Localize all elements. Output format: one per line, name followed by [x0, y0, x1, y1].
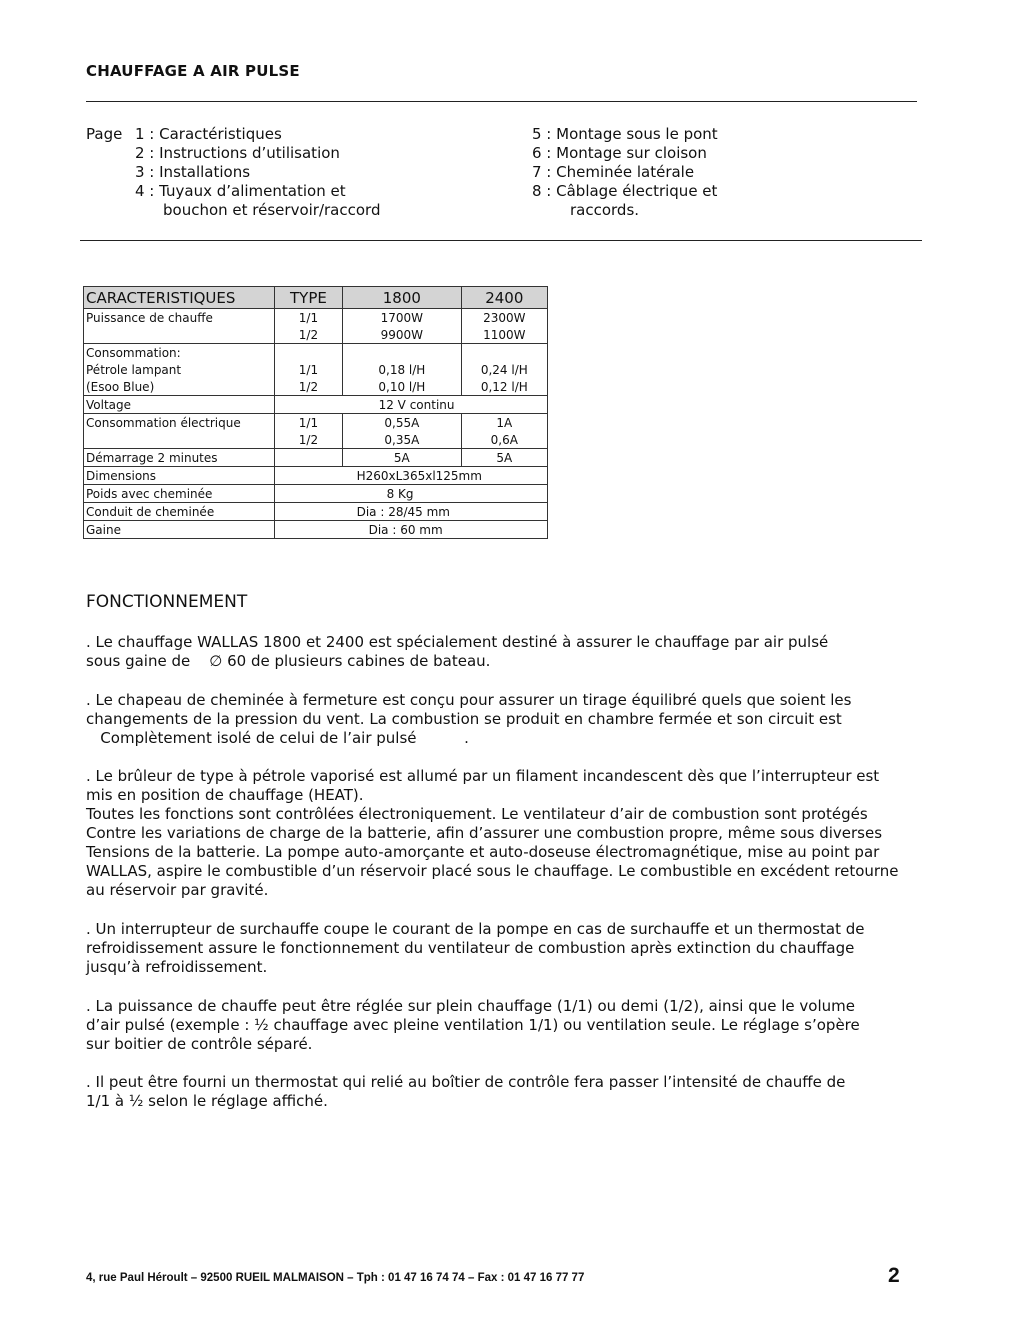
header-cell: TYPE: [274, 287, 342, 309]
paragraph-line: . Il peut être fourni un thermostat qui relié au boîtier de contrôle fera passer l’intensité de chauffe de: [86, 1073, 846, 1091]
type-cell: [274, 503, 342, 521]
value-2400-cell: 0,12 l/H: [461, 378, 547, 396]
toc-item: 7 : Cheminée latérale: [532, 163, 695, 181]
value-1800-cell: 1700W: [343, 309, 462, 327]
paragraph-line: Tensions de la batterie. La pompe auto-amorçante et auto-doseuse électromagnétique, mise au point par: [86, 843, 880, 861]
value-merged-cell: 12 V continu: [343, 396, 548, 414]
header-divider: [86, 101, 917, 102]
header-cell: CARACTERISTIQUES: [84, 287, 275, 309]
document-title: CHAUFFAGE A AIR PULSE: [86, 62, 300, 80]
paragraph-line: WALLAS, aspire le combustible d’un réservoir placé sous le chauffage. Le combustible en excédent retourne: [86, 862, 899, 880]
section-title: FONCTIONNEMENT: [86, 592, 248, 612]
toc-item: 4 : Tuyaux d’alimentation et: [135, 182, 346, 200]
table-row: [84, 485, 548, 503]
paragraph-line: au réservoir par gravité.: [86, 881, 269, 899]
value-1800-cell: 0,10 l/H: [343, 378, 462, 396]
table-row: [84, 378, 548, 396]
table-row: [84, 503, 548, 521]
label-cell: Consommation:: [84, 344, 275, 362]
toc-item: 2 : Instructions d’utilisation: [135, 144, 340, 162]
label-cell: Démarrage 2 minutes: [84, 449, 275, 467]
toc-item: 5 : Montage sous le pont: [532, 125, 718, 143]
value-1800-cell: [343, 344, 462, 362]
table-header-row: [84, 287, 548, 309]
header-cell: 1800: [343, 287, 462, 309]
value-1800-cell: 0,35A: [343, 431, 462, 449]
label-cell: Pétrole lampant: [84, 361, 275, 378]
value-2400-cell: 1A: [461, 414, 547, 432]
toc-item: 8 : Câblage électrique et: [532, 182, 718, 200]
toc-item: 3 : Installations: [135, 163, 251, 181]
value-merged-cell: 8 Kg: [343, 485, 548, 503]
toc-item-continuation: bouchon et réservoir/raccord: [163, 201, 381, 219]
paragraph: [86, 997, 956, 1054]
footer-address: 4, rue Paul Héroult – 92500 RUEIL MALMAISON – Tph : 01 47 16 74 74 – Fax : 01 47 16 77 77: [86, 1272, 585, 1284]
paragraph: [86, 920, 956, 977]
table-row: [84, 344, 548, 362]
label-cell: Gaine: [84, 521, 275, 539]
type-cell: [274, 521, 342, 539]
value-merged-cell: Dia : 60 mm: [343, 521, 548, 539]
value-2400-cell: 1100W: [461, 326, 547, 344]
paragraph-line: mis en position de chauffage (HEAT).: [86, 786, 364, 804]
paragraph-line: . Le chapeau de cheminée à fermeture est conçu pour assurer un tirage équilibré quels que soient les: [86, 691, 852, 709]
toc-item: 6 : Montage sur cloison: [532, 144, 707, 162]
type-cell: 1/1: [274, 414, 342, 432]
table-row: [84, 326, 548, 344]
header-cell: 2400: [461, 287, 547, 309]
paragraph-line: changements de la pression du vent. La combustion se produit en chambre fermée et son circuit est: [86, 710, 842, 728]
type-cell: 1/2: [274, 431, 342, 449]
table-row: [84, 467, 548, 485]
table-row: [84, 361, 548, 378]
paragraph: [86, 1073, 956, 1111]
value-1800-cell: 5A: [343, 449, 462, 467]
type-cell: [274, 344, 342, 362]
label-cell: Voltage: [84, 396, 275, 414]
paragraph-line: 1/1 à ½ selon le réglage affiché.: [86, 1092, 328, 1110]
type-cell: [274, 485, 342, 503]
table-row: [84, 414, 548, 432]
type-cell: 1/1: [274, 361, 342, 378]
paragraph-line: Toutes les fonctions sont contrôlées électroniquement. Le ventilateur d’air de combustion sont protégés: [86, 805, 868, 823]
paragraph-line: jusqu’à refroidissement.: [86, 958, 268, 976]
paragraph-line: . Le chauffage WALLAS 1800 et 2400 est spécialement destiné à assurer le chauffage par air pulsé: [86, 633, 829, 651]
table-row: [84, 396, 548, 414]
type-cell: 1/2: [274, 378, 342, 396]
table-row: [84, 521, 548, 539]
label-cell: [84, 431, 275, 449]
value-1800-cell: 0,55A: [343, 414, 462, 432]
label-cell: (Esoo Blue): [84, 378, 275, 396]
label-cell: Consommation électrique: [84, 414, 275, 432]
label-cell: Dimensions: [84, 467, 275, 485]
paragraph-line: . Le brûleur de type à pétrole vaporisé est allumé par un filament incandescent dès que l’interrupteur est: [86, 767, 880, 785]
value-1800-cell: 9900W: [343, 326, 462, 344]
value-1800-cell: 0,18 l/H: [343, 361, 462, 378]
table-row: [84, 431, 548, 449]
paragraph-line: Complètement isolé de celui de l’air pulsé .: [86, 729, 469, 747]
paragraph-line: refroidissement assure le fonctionnement du ventilateur de combustion après extinction du chauffage: [86, 939, 855, 957]
toc-divider: [80, 240, 922, 241]
paragraph-line: . Un interrupteur de surchauffe coupe le courant de la pompe en cas de surchauffe et un thermostat de: [86, 920, 865, 938]
table-row: [84, 309, 548, 327]
type-cell: [274, 396, 342, 414]
value-2400-cell: [461, 344, 547, 362]
value-2400-cell: 5A: [461, 449, 547, 467]
value-merged-cell: H260xL365xl125mm: [343, 467, 548, 485]
paragraph: [86, 691, 956, 748]
label-cell: [84, 326, 275, 344]
toc-item: 1 : Caractéristiques: [135, 125, 282, 143]
paragraph-line: Contre les variations de charge de la batterie, afin d’assurer une combustion propre, même sous diverses: [86, 824, 883, 842]
paragraph-line: d’air pulsé (exemple : ½ chauffage avec pleine ventilation 1/1) ou ventilation seule. Le réglage s’opère: [86, 1016, 860, 1034]
toc-item-continuation: raccords.: [570, 201, 640, 219]
type-cell: 1/1: [274, 309, 342, 327]
paragraph-line: . La puissance de chauffe peut être réglée sur plein chauffage (1/1) ou demi (1/2), ainsi que le volume: [86, 997, 855, 1015]
toc-page-label: Page: [86, 125, 123, 143]
value-merged-cell: Dia : 28/45 mm: [343, 503, 548, 521]
type-cell: 1/2: [274, 326, 342, 344]
value-2400-cell: 0,6A: [461, 431, 547, 449]
paragraph-line: sous gaine de ∅ 60 de plusieurs cabines de bateau.: [86, 652, 491, 670]
value-2400-cell: 2300W: [461, 309, 547, 327]
label-cell: Poids avec cheminée: [84, 485, 275, 503]
table-row: [84, 449, 548, 467]
paragraph: [86, 767, 956, 900]
value-2400-cell: 0,24 l/H: [461, 361, 547, 378]
type-cell: [274, 449, 342, 467]
label-cell: Conduit de cheminée: [84, 503, 275, 521]
paragraph: [86, 633, 956, 671]
type-cell: [274, 467, 342, 485]
specifications-table: [83, 286, 548, 539]
page-number: 2: [888, 1264, 900, 1287]
paragraph-line: sur boitier de contrôle séparé.: [86, 1035, 313, 1053]
label-cell: Puissance de chauffe: [84, 309, 275, 327]
